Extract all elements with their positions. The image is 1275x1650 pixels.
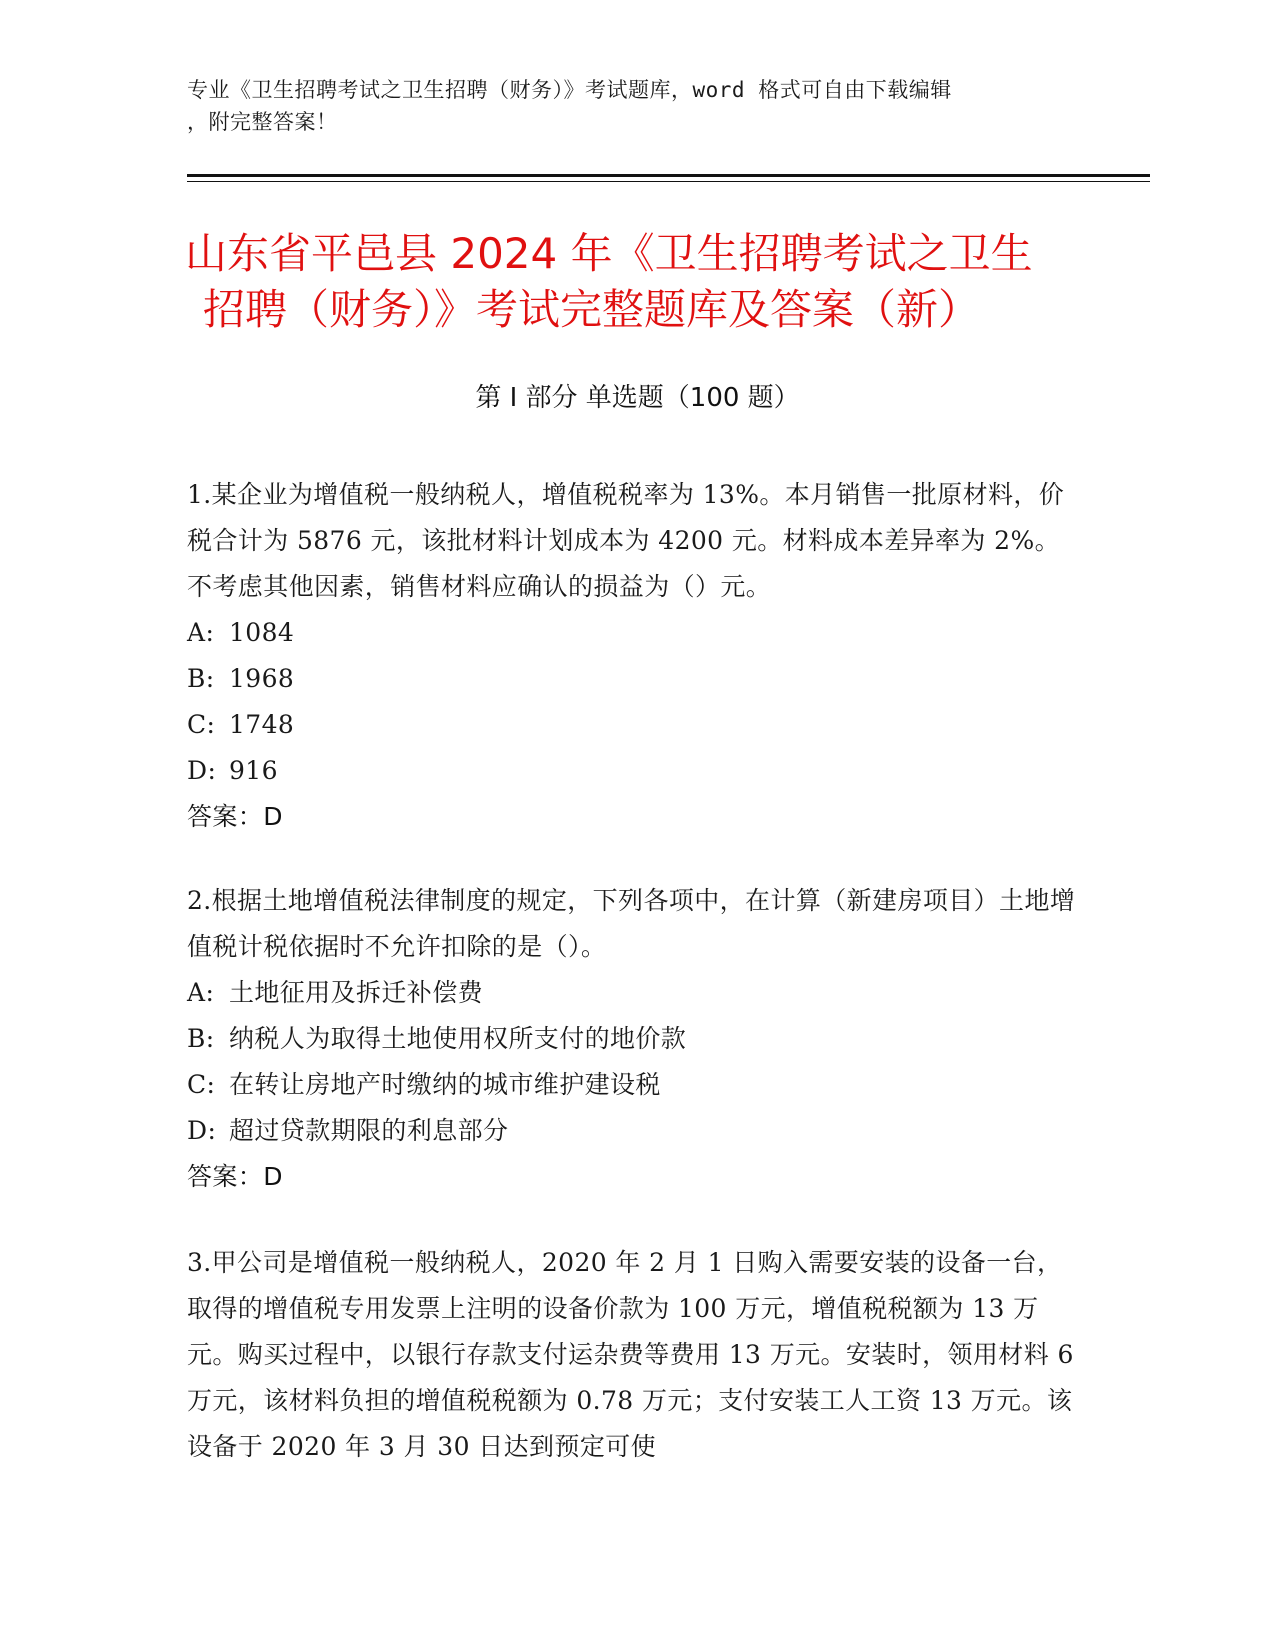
option-letter: D:	[187, 1116, 217, 1145]
option-text: 纳税人为取得土地使用权所支付的地价款	[229, 1024, 687, 1053]
option-text: 1748	[229, 710, 295, 739]
section-heading: 第 I 部分 单选题（100 题）	[475, 383, 800, 413]
option-d	[187, 748, 1077, 794]
option-letter: C:	[187, 1070, 216, 1099]
header-note	[187, 74, 1067, 138]
header-note-line-2: ，附完整答案！	[187, 110, 338, 134]
document-title-line-2: 招聘（财务）》考试完整题库及答案（新）	[203, 285, 981, 334]
option-text: 1968	[229, 664, 295, 693]
header-note-line-1: 专业《卫生招聘考试之卫生招聘（财务）》考试题库，word 格式可自由下载编辑	[187, 78, 952, 102]
question-stem: 1.某企业为增值税一般纳税人，增值税税率为 13%。本月销售一批原材料，价税合计为 5876 元，该批材料计划成本为 4200 元。材料成本差异率为 2%。不考虑其他因素，销售材料应确认的损益为（）元。	[187, 480, 1065, 601]
header-divider-thin	[187, 181, 1150, 182]
option-c	[187, 1062, 1077, 1108]
option-letter: D:	[187, 756, 217, 785]
option-letter: C:	[187, 710, 216, 739]
option-letter: A:	[187, 978, 215, 1007]
answer-label: 答案：D	[187, 1162, 283, 1191]
option-b	[187, 656, 1077, 702]
option-text: 1084	[229, 618, 295, 647]
option-letter: B:	[187, 664, 215, 693]
question-stem: 3.甲公司是增值税一般纳税人，2020 年 2 月 1 日购入需要安装的设备一台，取得的增值税专用发票上注明的设备价款为 100 万元，增值税税额为 13 万元。购买过程中，以银行存款支付运杂费等费用 13 万元。安装时，领用材料 6 万元，该材料负担的增值税税额为 0.78 万元；支付安装工人工资 13 万元。该设备于 2020 年 3 月 30 日达到预定可使	[187, 1248, 1074, 1461]
document-title	[185, 226, 1085, 338]
option-c	[187, 702, 1077, 748]
question-3	[187, 1240, 1077, 1470]
option-text: 土地征用及拆迁补偿费	[229, 978, 484, 1007]
question-2	[187, 878, 1077, 1200]
answer-label: 答案：D	[187, 802, 283, 831]
option-a	[187, 610, 1077, 656]
option-letter: A:	[187, 618, 215, 647]
document-title-line-1: 山东省平邑县 2024 年《卫生招聘考试之卫生	[185, 229, 1033, 278]
option-text: 超过贷款期限的利息部分	[229, 1116, 509, 1145]
option-d	[187, 1108, 1077, 1154]
option-a	[187, 970, 1077, 1016]
question-stem: 2.根据土地增值税法律制度的规定，下列各项中，在计算（新建房项目）土地增值税计税依据时不允许扣除的是（）。	[187, 886, 1076, 961]
header-divider-thick	[187, 174, 1150, 177]
option-text: 916	[229, 756, 278, 785]
option-letter: B:	[187, 1024, 215, 1053]
option-text: 在转让房地产时缴纳的城市维护建设税	[229, 1070, 661, 1099]
question-1	[187, 472, 1077, 840]
option-b	[187, 1016, 1077, 1062]
